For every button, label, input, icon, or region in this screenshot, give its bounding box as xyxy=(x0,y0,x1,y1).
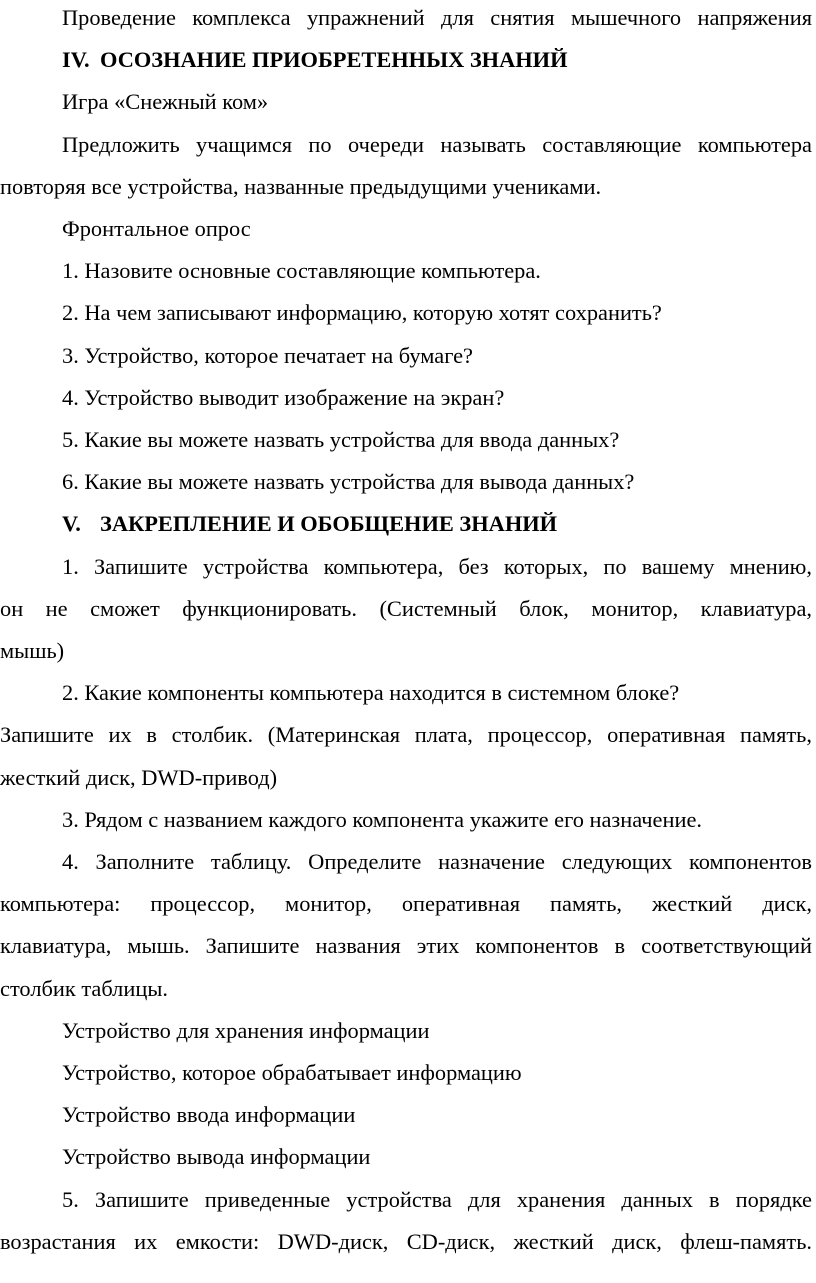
text-line xyxy=(62,419,619,461)
line-text: 2. На чем записывают информацию, которую хотят сохранить? xyxy=(62,300,662,326)
line-text: 5. Запишите приведенные устройства для хранения данных в порядке xyxy=(62,1186,812,1212)
line-text: Устройство ввода информации xyxy=(62,1102,356,1128)
text-line xyxy=(62,672,679,714)
line-text: ОСОЗНАНИЕ ПРИОБРЕТЕННЫХ ЗНАНИЙ xyxy=(100,47,568,73)
line-text: 4. Заполните таблицу. Определите назначение следующих компонентов xyxy=(62,849,812,874)
text-line xyxy=(62,124,812,166)
text-line xyxy=(0,630,64,672)
line-text: компьютера: процессор, монитор, оперативная память, жесткий диск, xyxy=(0,891,812,917)
line-text: 6. Какие вы можете назвать устройства для вывода данных? xyxy=(62,469,635,495)
line-text: Устройство вывода информации xyxy=(62,1144,371,1170)
line-text: Запишите их в столбик. (Материнская плата, процессор, оперативная память, xyxy=(0,722,812,748)
line-text: повторяя все устройства, названные предыдущими учениками. xyxy=(0,173,602,199)
line-text: 3. Устройство, которое печатает на бумаге? xyxy=(62,342,473,368)
text-line xyxy=(0,883,812,925)
line-text: Проведение комплекса упражнений для снятия мышечного напряжения xyxy=(62,5,812,30)
text-line xyxy=(62,292,662,334)
line-text: 1. Запишите устройства компьютера, без которых, по вашему мнению, xyxy=(62,553,812,579)
line-text: 1. Назовите основные составляющие компьютера. xyxy=(62,258,541,284)
line-text: 5. Какие вы можете назвать устройства для ввода данных? xyxy=(62,427,620,452)
line-text: клавиатура, мышь. Запишите названия этих компонентов в соответствующий xyxy=(0,933,812,959)
line-text: 3. Рядом с названием каждого компонента укажите его назначение. xyxy=(62,806,703,832)
line-text: жесткий диск, DWD-привод) xyxy=(0,764,278,790)
text-line xyxy=(0,1221,812,1263)
text-line xyxy=(62,81,268,123)
text-line xyxy=(0,925,812,967)
text-line xyxy=(0,166,601,208)
text-line xyxy=(62,799,702,841)
line-text: 4. Устройство выводит изображение на экран? xyxy=(62,384,505,410)
line-text: возрастания их емкости: DWD-диск, CD-диск, жесткий диск, флеш-память. xyxy=(0,1228,812,1254)
line-text: мышь) xyxy=(0,638,65,663)
text-line xyxy=(62,208,251,250)
text-line xyxy=(62,461,634,503)
line-text: Предложить учащимся по очереди называть составляющие компьютера xyxy=(62,131,812,157)
line-text: 2. Какие компоненты компьютера находится в системном блоке? xyxy=(62,680,680,706)
line-text: ЗАКРЕПЛЕНИЕ И ОБОБЩЕНИЕ ЗНАНИЙ xyxy=(100,511,558,537)
text-line xyxy=(62,1010,429,1052)
text-line xyxy=(62,335,473,377)
text-line xyxy=(0,588,812,630)
section-number: V. xyxy=(62,511,81,537)
text-line xyxy=(62,546,812,588)
section-heading xyxy=(62,503,557,545)
text-line xyxy=(0,968,168,1010)
text-line xyxy=(62,1136,370,1178)
text-line xyxy=(62,0,812,39)
line-text: Игра «Снежный ком» xyxy=(62,89,269,115)
text-line xyxy=(62,250,541,292)
section-number: IV. xyxy=(62,47,90,73)
text-line xyxy=(62,377,504,419)
line-text: Устройство для хранения информации xyxy=(62,1017,430,1043)
text-line xyxy=(62,841,812,883)
line-text: Устройство, которое обрабатывает информацию xyxy=(62,1060,522,1085)
line-text: столбик таблицы. xyxy=(0,975,168,1001)
text-line xyxy=(62,1179,812,1221)
text-line xyxy=(62,1052,522,1094)
text-line xyxy=(0,714,812,756)
text-line xyxy=(62,1094,355,1136)
line-text: он не сможет функционировать. (Системный блок, монитор, клавиатура, xyxy=(0,595,812,621)
line-text: Фронтальное опрос xyxy=(62,216,251,241)
text-line xyxy=(0,757,277,799)
section-heading xyxy=(62,39,568,81)
